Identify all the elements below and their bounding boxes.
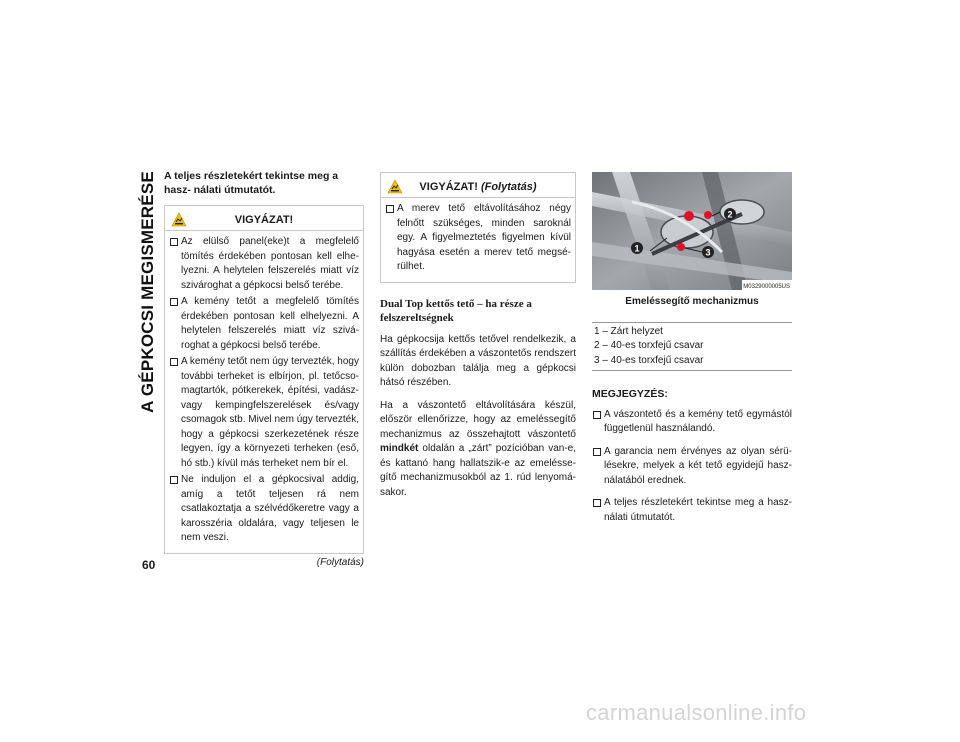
warning-icon xyxy=(387,179,403,194)
legend-item: 2 – 40-es torxfejű csavar xyxy=(594,340,704,351)
note-bullet: A teljes részletekért tekintse meg a hasz- nálati útmutatót. xyxy=(592,496,792,525)
bullet-box-icon xyxy=(593,411,601,419)
bullet-box-icon xyxy=(170,238,178,246)
lift-assist-figure xyxy=(592,172,792,290)
warning-title: VIGYÁZAT! xyxy=(419,181,478,193)
warning-box-continued xyxy=(380,172,576,283)
bullet-box-icon xyxy=(170,358,178,366)
warning-box xyxy=(164,205,364,554)
figure-caption: Emeléssegítő mechanizmus xyxy=(625,296,759,307)
hotspot-marker xyxy=(677,243,685,251)
column-left xyxy=(164,170,364,570)
continued-label: (Folytatás) xyxy=(316,556,364,568)
callout-1 xyxy=(631,242,643,254)
warning-bullet: Az elülső panel(eke)t a megfelelő tömítés érdekében pontosan kell elhe- lyezni. A helytelen felszerelés miatt víz szivároghat a gépkocsi belső terébe. xyxy=(169,235,359,293)
paragraph: Ha a vászontető eltávolítására készül, először ellenőrizze, hogy az emeléssegítő mechanizmus az összehajtott vászontető mindkét oldalán a „zárt” pozícióban van-e, és kattanó hang hallatszik-e az emelésse- gítő mechanizmusokból az 1. rúd lenyomá- sakor. xyxy=(380,399,576,498)
svg-text:2: 2 xyxy=(727,209,733,220)
callout-2 xyxy=(724,208,736,220)
hotspot-marker xyxy=(684,211,694,221)
section-heading: Dual Top kettős tető – ha része a felszereltségnek xyxy=(380,297,532,324)
note-title: MEGJEGYZÉS: xyxy=(592,388,668,400)
warning-bullet: Ne induljon el a gépkocsival addig, amíg a tetőt teljesen rá nem csatlakoztatja a szélvédőkeretre vagy a karosszéria oldalára, vagy teljesen le nem veszi. xyxy=(169,473,359,546)
watermark: carmanualsonline.info xyxy=(586,700,807,725)
callout-3 xyxy=(702,246,714,258)
bullet-box-icon xyxy=(170,298,178,306)
warning-header xyxy=(165,210,363,231)
warning-header xyxy=(381,177,575,198)
warning-icon xyxy=(171,212,187,227)
bullet-box-icon xyxy=(593,448,601,456)
figure-legend xyxy=(592,322,792,372)
page-number: 60 xyxy=(142,558,156,572)
lift-assist-illustration xyxy=(592,172,792,290)
lead-text: A teljes részletekért tekintse meg a hasz- nálati útmutatót. xyxy=(164,170,339,196)
bullet-box-icon xyxy=(593,499,601,507)
svg-text:1: 1 xyxy=(634,243,640,254)
column-right xyxy=(592,172,792,527)
bullet-box-icon xyxy=(170,476,178,484)
svg-text:3: 3 xyxy=(705,247,711,258)
paragraph: Ha gépkocsija kettős tetővel rendelkezik, a szállítás érdekében a vászontetős rendszert külön dobozban találja meg a gépkocsi hátsó részében. xyxy=(380,333,576,388)
emphasis: mindkét xyxy=(380,443,419,454)
column-middle xyxy=(380,172,576,508)
warning-bullet: A merev tető eltávolításához négy felnőtt szükséges, minden saroknál egy. A figyelmeztetés figyelmen kívül hagyása esetén a merev tető megsé- rülhet. xyxy=(385,202,571,275)
legend-item: 3 – 40-es torxfejű csavar xyxy=(594,354,704,366)
figure-code: M0329000005US xyxy=(743,284,790,290)
warning-title-continued: (Folytatás) xyxy=(480,181,537,193)
section-tab xyxy=(136,168,160,416)
hotspot-marker xyxy=(704,211,712,219)
note-bullet: A garancia nem érvényes az olyan sérü- lésekre, melyek a két tető egyidejű hasz- nálatából erednek. xyxy=(592,445,792,489)
warning-title: VIGYÁZAT! xyxy=(234,214,294,226)
section-tab-label: A GÉPKOCSI MEGISMERÉSE xyxy=(138,171,157,413)
note-bullet: A vászontető és a kemény tető egymástól függetlenül használandó. xyxy=(592,408,792,437)
legend-item: 1 – Zárt helyzet xyxy=(594,325,663,337)
warning-bullet: A kemény tetőt nem úgy tervezték, hogy további terheket is elbírjon, pl. tetőcso- magtartók, pótkerekek, építési, vadász- vagy kempingfelszerelések és/vagy csomagok stb. Mivel nem úgy tervezték, hogy a gépkocsi szerkezetének része legyen, így a környezeti terheken (eső, hó stb.) kívül más terheket nem bír el. xyxy=(169,355,359,471)
bullet-box-icon xyxy=(386,205,394,213)
warning-bullet: A kemény tetőt a megfelelő tömítés érdekében pontosan kell elhelyezni. A helytelen felszerelés miatt víz szivá- roghat a gépkocsi belső terébe. xyxy=(169,295,359,353)
